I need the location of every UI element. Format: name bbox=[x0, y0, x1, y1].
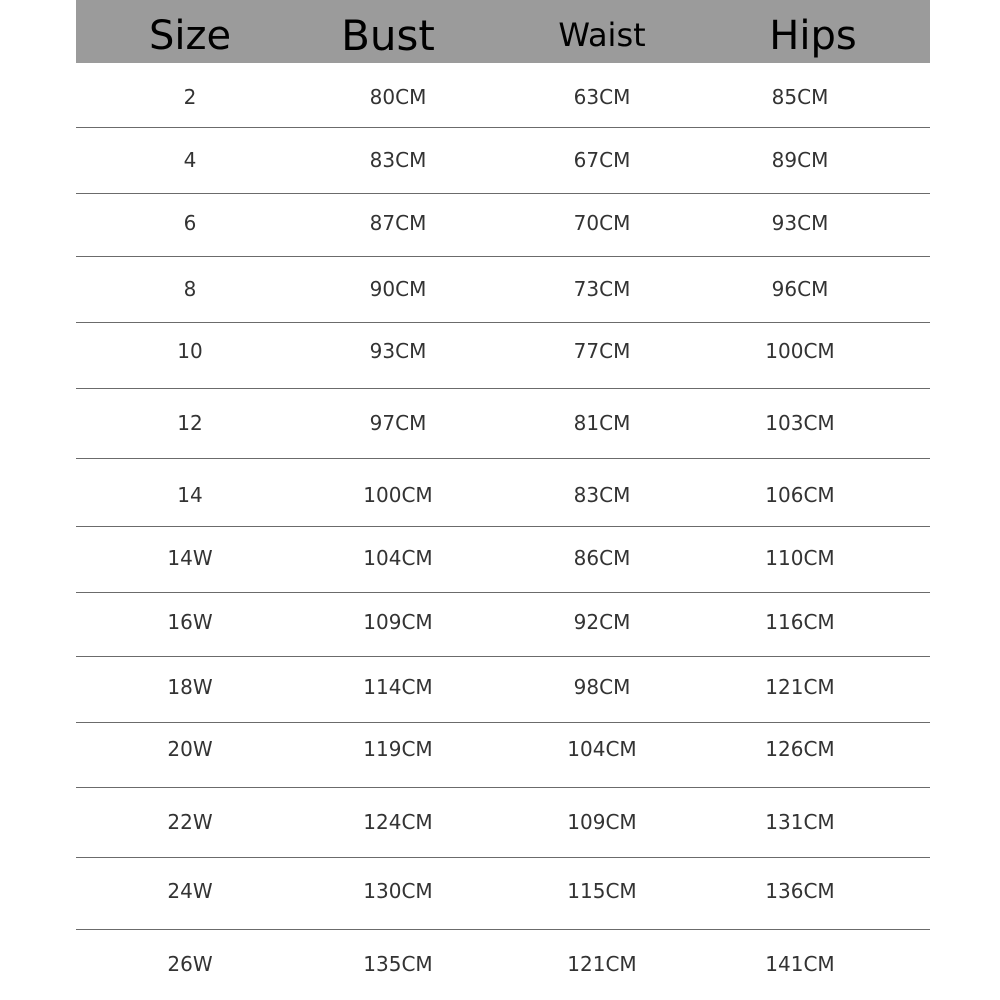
size-cell: 18W bbox=[167, 675, 213, 699]
table-row bbox=[76, 857, 930, 930]
bust-cell: 109CM bbox=[363, 610, 433, 634]
waist-cell: 73CM bbox=[573, 277, 631, 301]
bust-cell: 135CM bbox=[363, 952, 433, 976]
waist-cell: 81CM bbox=[573, 411, 631, 435]
bust-cell: 130CM bbox=[363, 879, 433, 903]
bust-cell: 83CM bbox=[369, 148, 427, 172]
waist-cell: 77CM bbox=[573, 339, 631, 363]
bust-cell: 104CM bbox=[363, 546, 433, 570]
waist-cell: 121CM bbox=[567, 952, 637, 976]
table-header bbox=[76, 0, 930, 63]
hips-cell: 103CM bbox=[765, 411, 835, 435]
table-row bbox=[76, 722, 930, 788]
size-cell: 16W bbox=[167, 610, 213, 634]
table-row bbox=[76, 388, 930, 459]
bust-cell: 124CM bbox=[363, 810, 433, 834]
header-bust: Bust bbox=[341, 11, 435, 60]
bust-cell: 97CM bbox=[369, 411, 427, 435]
table-row bbox=[76, 256, 930, 323]
hips-cell: 100CM bbox=[765, 339, 835, 363]
size-cell: 14W bbox=[167, 546, 213, 570]
waist-cell: 86CM bbox=[573, 546, 631, 570]
table-row bbox=[76, 656, 930, 723]
header-waist: Waist bbox=[558, 16, 646, 54]
size-cell: 6 bbox=[183, 211, 197, 235]
table-row bbox=[76, 929, 930, 1000]
bust-cell: 90CM bbox=[369, 277, 427, 301]
table-row bbox=[76, 526, 930, 593]
size-cell: 10 bbox=[177, 339, 203, 363]
hips-cell: 131CM bbox=[765, 810, 835, 834]
waist-cell: 92CM bbox=[573, 610, 631, 634]
bust-cell: 100CM bbox=[363, 483, 433, 507]
hips-cell: 85CM bbox=[771, 85, 829, 109]
size-cell: 14 bbox=[177, 483, 203, 507]
size-cell: 2 bbox=[183, 85, 197, 109]
hips-cell: 93CM bbox=[771, 211, 829, 235]
bust-cell: 119CM bbox=[363, 737, 433, 761]
table-row bbox=[76, 127, 930, 194]
bust-cell: 114CM bbox=[363, 675, 433, 699]
header-size: Size bbox=[148, 13, 232, 59]
waist-cell: 104CM bbox=[567, 737, 637, 761]
size-cell: 8 bbox=[183, 277, 197, 301]
hips-cell: 106CM bbox=[765, 483, 835, 507]
table-row bbox=[76, 592, 930, 657]
size-cell: 24W bbox=[167, 879, 213, 903]
table-row bbox=[76, 787, 930, 858]
waist-cell: 115CM bbox=[567, 879, 637, 903]
size-cell: 20W bbox=[167, 737, 213, 761]
hips-cell: 121CM bbox=[765, 675, 835, 699]
hips-cell: 141CM bbox=[765, 952, 835, 976]
waist-cell: 67CM bbox=[573, 148, 631, 172]
header-hips: Hips bbox=[769, 13, 857, 59]
hips-cell: 96CM bbox=[771, 277, 829, 301]
table-row bbox=[76, 63, 930, 128]
bust-cell: 87CM bbox=[369, 211, 427, 235]
waist-cell: 98CM bbox=[573, 675, 631, 699]
hips-cell: 89CM bbox=[771, 148, 829, 172]
table-row bbox=[76, 458, 930, 527]
table-row bbox=[76, 322, 930, 389]
size-cell: 12 bbox=[177, 411, 203, 435]
bust-cell: 93CM bbox=[369, 339, 427, 363]
waist-cell: 63CM bbox=[573, 85, 631, 109]
waist-cell: 109CM bbox=[567, 810, 637, 834]
bust-cell: 80CM bbox=[369, 85, 427, 109]
hips-cell: 110CM bbox=[765, 546, 835, 570]
hips-cell: 126CM bbox=[765, 737, 835, 761]
waist-cell: 83CM bbox=[573, 483, 631, 507]
size-cell: 26W bbox=[167, 952, 213, 976]
hips-cell: 136CM bbox=[765, 879, 835, 903]
waist-cell: 70CM bbox=[573, 211, 631, 235]
size-cell: 4 bbox=[183, 148, 197, 172]
hips-cell: 116CM bbox=[765, 610, 835, 634]
size-cell: 22W bbox=[167, 810, 213, 834]
table-row bbox=[76, 193, 930, 257]
